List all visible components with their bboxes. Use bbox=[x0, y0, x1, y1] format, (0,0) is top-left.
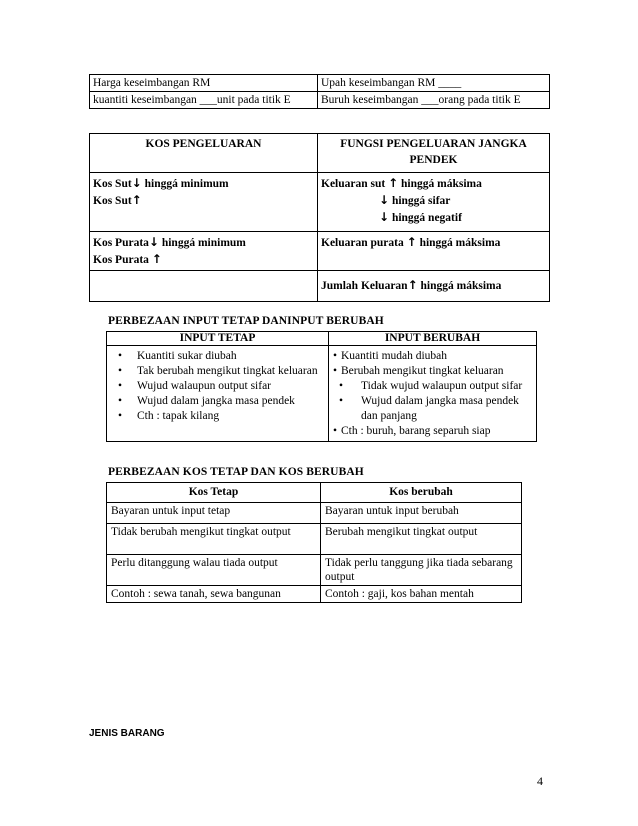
list-item: • Kuantiti sukar diubah bbox=[111, 349, 324, 364]
table-header: INPUT TETAP bbox=[107, 332, 329, 346]
section-heading: PERBEZAAN KOS TETAP DAN KOS BERUBAH bbox=[108, 466, 364, 478]
table-cell bbox=[107, 346, 329, 442]
list-item: • Wujud dalam jangka masa pendek bbox=[111, 394, 324, 409]
table-cell: Tidak berubah mengikut tingkat output bbox=[107, 524, 321, 555]
table-cell: Bayaran untuk input berubah bbox=[321, 503, 522, 524]
eq-cell: kuantiti keseimbangan ___unit pada titik E bbox=[90, 92, 318, 109]
table-cell: Jumlah Keluaran↑ hinggá máksima bbox=[318, 271, 550, 302]
input-comparison-table bbox=[106, 331, 537, 442]
section-heading: PERBEZAAN INPUT TETAP DANINPUT BERUBAH bbox=[108, 315, 384, 327]
table-cell bbox=[329, 346, 537, 442]
table-cell: Contoh : gaji, kos bahan mentah bbox=[321, 586, 522, 603]
footer-heading: JENIS BARANG bbox=[89, 728, 165, 739]
arrow-up-icon: ↑ bbox=[131, 193, 142, 207]
cost-comparison-table bbox=[106, 482, 522, 603]
arrow-down-icon: ↓ bbox=[148, 235, 159, 249]
table-cell: Berubah mengikut tingkat output bbox=[321, 524, 522, 555]
equilibrium-table bbox=[89, 74, 550, 109]
table-cell: Perlu ditanggung walau tiada output bbox=[107, 555, 321, 586]
table-header: Kos berubah bbox=[321, 483, 522, 503]
arrow-up-icon: ↑ bbox=[406, 235, 417, 249]
list-item: • Wujud dalam jangka masa pendek dan panjang bbox=[333, 394, 532, 424]
table-header: Kos Tetap bbox=[107, 483, 321, 503]
variable-input-list bbox=[333, 349, 532, 439]
table-cell: Keluaran purata ↑ hinggá máksima bbox=[318, 232, 550, 271]
list-item: • Cth : tapak kilang bbox=[111, 409, 324, 424]
arrow-down-icon: ↓ bbox=[379, 210, 390, 224]
table-cell: Tidak perlu tanggung jika tiada sebarang output bbox=[321, 555, 522, 586]
table-header: FUNGSI PENGELUARAN JANGKA PENDEK bbox=[318, 134, 550, 173]
list-item: • Cth : buruh, barang separuh siap bbox=[333, 424, 532, 439]
production-cost-table bbox=[89, 133, 550, 302]
table-cell: Bayaran untuk input tetap bbox=[107, 503, 321, 524]
table-cell: Kos Sut↓ hinggá minimum Kos Sut↑ bbox=[90, 173, 318, 232]
arrow-down-icon: ↓ bbox=[131, 176, 142, 190]
eq-cell: Buruh keseimbangan ___orang pada titik E bbox=[318, 92, 550, 109]
table-cell bbox=[90, 271, 318, 302]
list-item: • Kuantiti mudah diubah bbox=[333, 349, 532, 364]
list-item: • Tidak wujud walaupun output sifar bbox=[333, 379, 532, 394]
arrow-up-icon: ↑ bbox=[151, 252, 162, 266]
fixed-input-list bbox=[111, 349, 324, 424]
arrow-up-icon: ↑ bbox=[388, 176, 399, 190]
list-item: • Wujud walaupun output sifar bbox=[111, 379, 324, 394]
table-cell: Contoh : sewa tanah, sewa bangunan bbox=[107, 586, 321, 603]
list-item: • Berubah mengikut tingkat keluaran bbox=[333, 364, 532, 379]
table-header: INPUT BERUBAH bbox=[329, 332, 537, 346]
arrow-down-icon: ↓ bbox=[379, 193, 390, 207]
arrow-up-icon: ↑ bbox=[407, 278, 418, 292]
list-item: • Tak berubah mengikut tingkat keluaran bbox=[111, 364, 324, 379]
table-header: KOS PENGELUARAN bbox=[90, 134, 318, 173]
table-cell: Kos Purata↓ hinggá minimum Kos Purata ↑ bbox=[90, 232, 318, 271]
eq-cell: Upah keseimbangan RM ____ bbox=[318, 75, 550, 92]
eq-cell: Harga keseimbangan RM bbox=[90, 75, 318, 92]
table-cell: Keluaran sut ↑ hinggá máksima ↓ hinggá sifar ↓ hinggá negatif bbox=[318, 173, 550, 232]
page-number: 4 bbox=[537, 774, 543, 788]
